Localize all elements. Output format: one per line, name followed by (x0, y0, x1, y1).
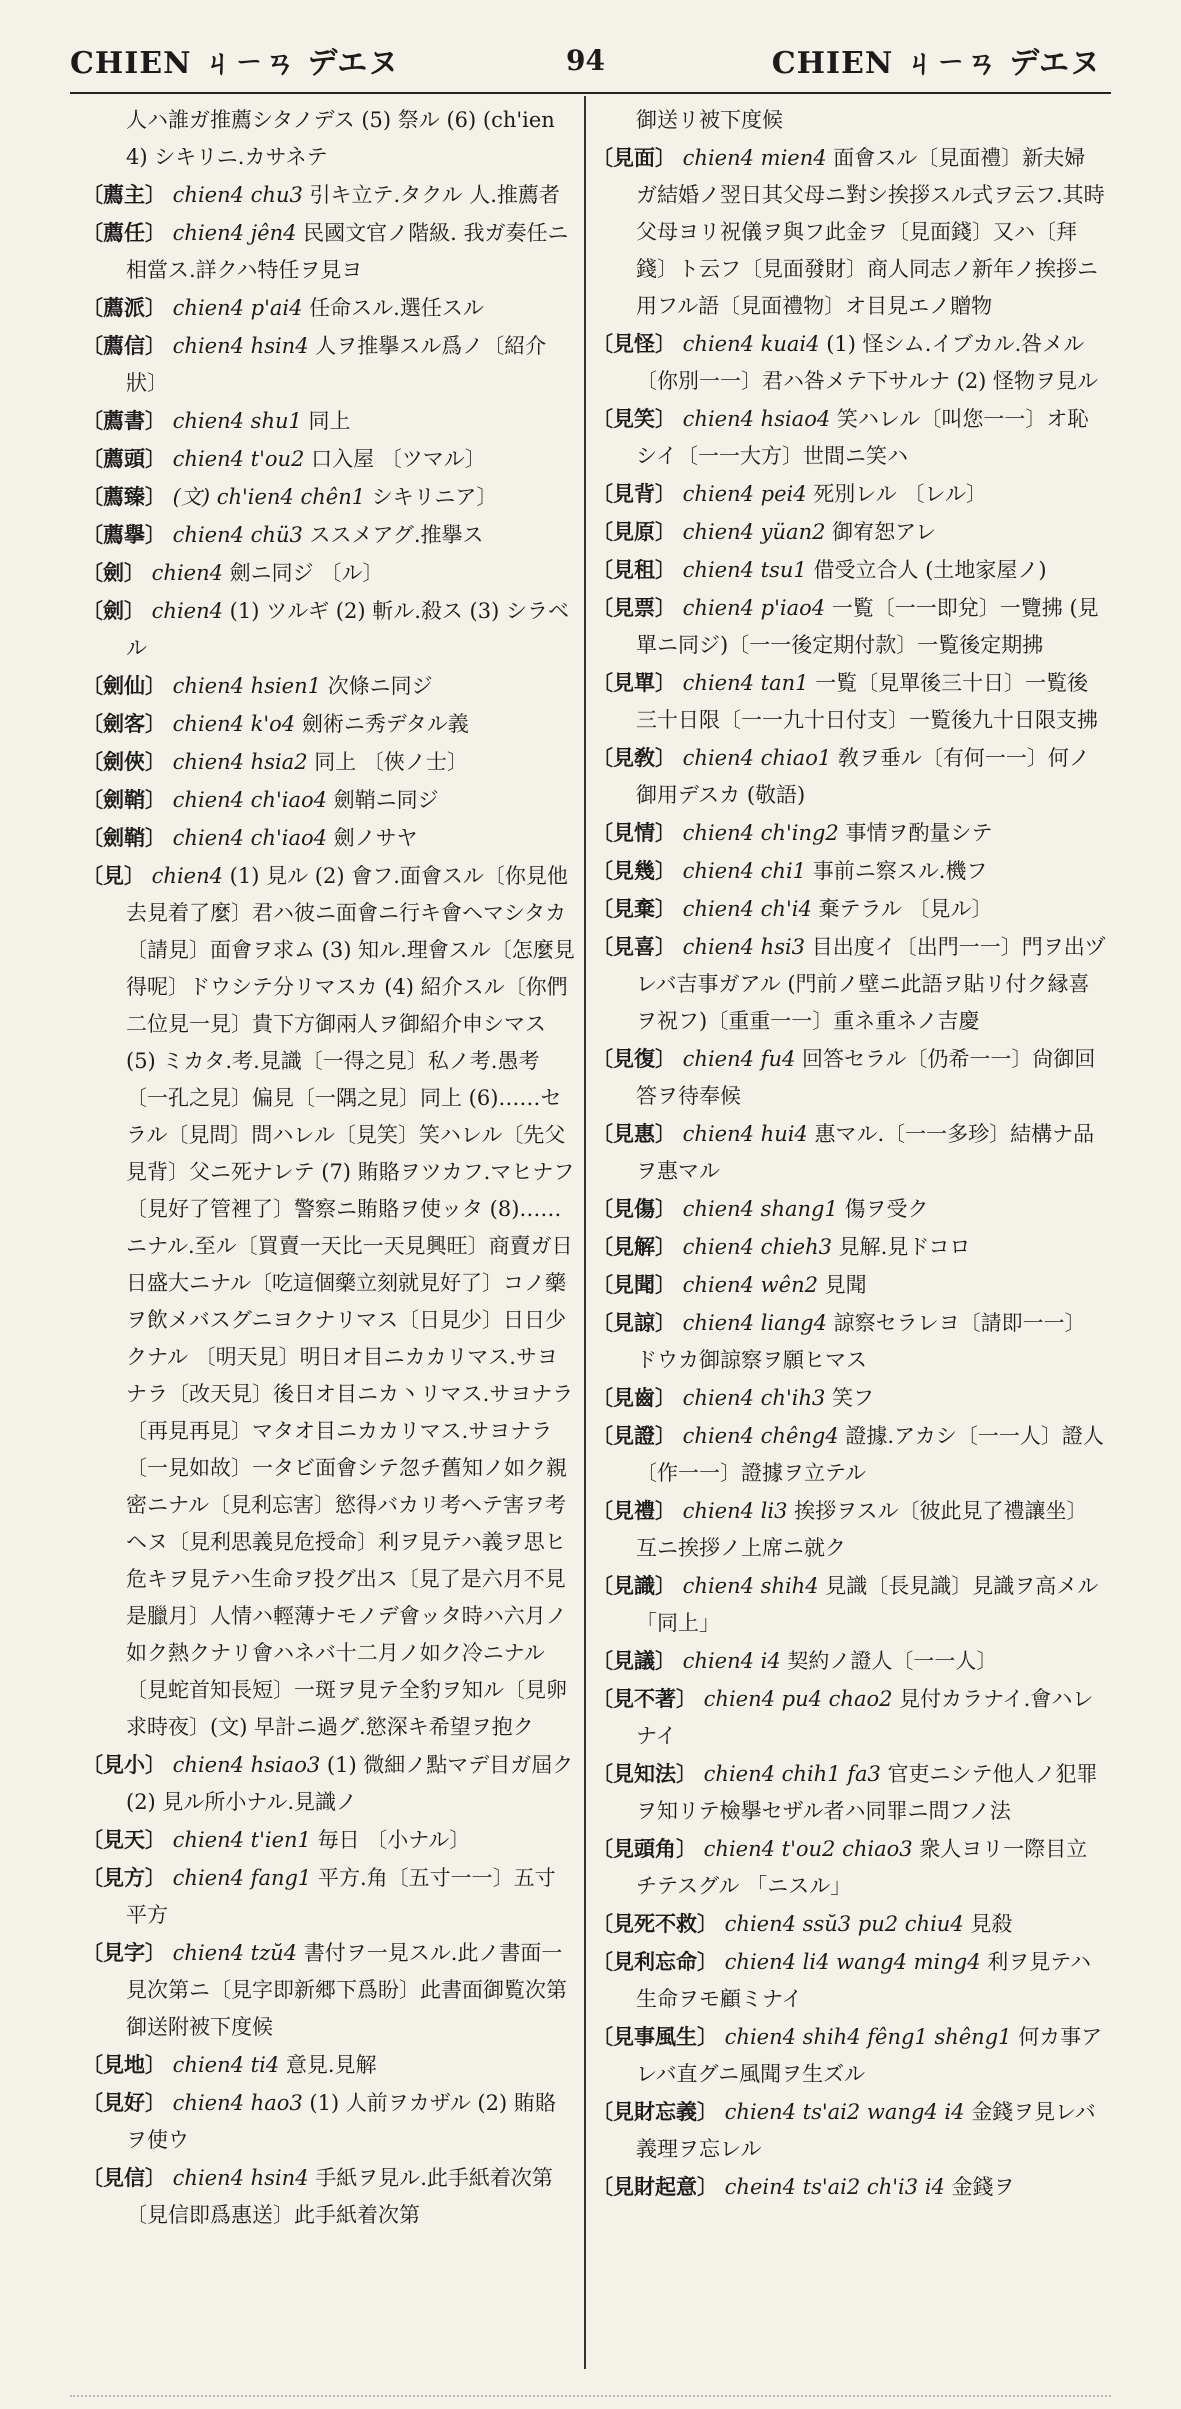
entry-headword: 〔見禮〕 (592, 1498, 676, 1523)
entry-romanization: (文) ch'ien4 chên1 (166, 485, 372, 509)
entry-romanization: chien4 chi1 (676, 859, 813, 883)
dictionary-entry (592, 139, 1106, 325)
entry-romanization: chien4 ch'iao4 (166, 788, 334, 812)
entry-romanization: chien4 hsiao3 (166, 1753, 327, 1777)
entry-definition: 見付カラナイ.會ハレナイ (636, 1687, 1094, 1748)
entry-romanization: chien4 p'ai4 (166, 296, 310, 320)
entry-headword: 〔劍鞘〕 (82, 787, 166, 812)
entry-romanization: chien4 k'o4 (166, 712, 302, 736)
entry-romanization: chien4 i4 (676, 1649, 788, 1673)
dictionary-entry (592, 2093, 1106, 2168)
entry-definition: 面會スル〔見面禮〕新夫婦ガ結婚ノ翌日其父母ニ對シ挨拶スル式ヲ云フ.其時父母ヨリ祝儀ヲ與フ此金ヲ〔見面錢〕又ハ〔拜錢〕ト云フ〔見面發財〕商人同志ノ新年ノ挨拶ニ用フル語〔見面禮物〕オ目見エノ贈物 (636, 146, 1105, 318)
entry-romanization: chien4 ts'ai2 wang4 i4 (718, 2100, 972, 2124)
entry-headword: 〔見利忘命〕 (592, 1949, 718, 1974)
entry-romanization: chien4 hsia2 (166, 750, 315, 774)
entry-definition: 利ヲ見テハ生命ヲモ顧ミナイ (636, 1950, 1092, 2011)
entry-headword: 〔見票〕 (592, 595, 676, 620)
dictionary-entry (592, 852, 1106, 890)
entry-definition: 事情ヲ酌量シテ (845, 821, 993, 845)
entry-headword: 〔薦頭〕 (82, 446, 166, 471)
dictionary-entry (592, 1830, 1106, 1905)
entry-headword: 〔見原〕 (592, 519, 676, 544)
entry-definition: 目出度イ〔出門一一〕門ヲ出ヅレバ吉事ガアル (門前ノ壁ニ此語ヲ貼リ付ク縁喜ヲ祝フ)〔重重一一〕重ネ重ネノ吉慶 (636, 935, 1106, 1033)
entry-headword: 〔見識〕 (592, 1573, 676, 1598)
entry-definition: 官吏ニシテ他人ノ犯罪ヲ知リテ檢擧セザル者ハ同罪ニ問フノ法 (636, 1762, 1098, 1823)
left-column (82, 102, 576, 2369)
entry-romanization: chien4 tan1 (676, 671, 816, 695)
entry-romanization: chien4 shih4 fêng1 shêng1 (718, 2025, 1019, 2049)
entry-definition: 回答セラル〔仍希一一〕尙御回答ヲ待奉候 (636, 1047, 1096, 1108)
entry-definition: 引キ立テ.タクル 人.推薦者 (309, 183, 560, 207)
entry-headword: 〔見怪〕 (592, 331, 676, 356)
entry-definition: 何カ事アレバ直グニ風聞ヲ生ズル (636, 2025, 1103, 2086)
dictionary-entry (592, 551, 1106, 589)
dictionary-entry (592, 1228, 1106, 1266)
entry-definition: 毎日 〔小ナル〕 (317, 1828, 471, 1852)
entry-headword: 〔見惠〕 (592, 1121, 676, 1146)
entry-romanization: chien4 ti4 (166, 2053, 286, 2077)
running-head-right: CHIEN ㄐㄧㄢ デエヌ (771, 46, 1101, 81)
entry-romanization: chien4 hsiao4 (676, 407, 837, 431)
entry-romanization: chien4 hao3 (166, 2091, 310, 2115)
dictionary-entry (592, 1567, 1106, 1642)
dictionary-entry (592, 1304, 1106, 1379)
entry-headword: 〔見情〕 (592, 820, 676, 845)
entry-headword: 〔薦擧〕 (82, 522, 166, 547)
entry-definition: (1) 微細ノ點マデ目ガ屆ク (2) 見ル所小ナル.見識ノ (126, 1753, 574, 1814)
entry-headword: 〔見好〕 (82, 2090, 166, 2115)
entry-definition: 一覧〔一一即兌〕一覽拂 (見單ニ同ジ)〔一一後定期付款〕一覧後定期拂 (636, 596, 1099, 657)
entry-headword: 〔見敎〕 (592, 745, 676, 770)
entry-definition: 一覧〔見單後三十日〕一覧後三十日限〔一一九十日付支〕一覧後九十日限支拂 (636, 671, 1098, 732)
entry-romanization: chien4 p'iao4 (676, 596, 832, 620)
entry-headword: 〔見事風生〕 (592, 2024, 718, 2049)
entry-headword: 〔見字〕 (82, 1940, 166, 1965)
entry-definition: 見殺 (970, 1912, 1013, 1936)
entry-headword: 〔薦信〕 (82, 333, 166, 358)
entry-definition: 諒察セラレヨ〔請即一一〕ドウカ御諒察ヲ願ヒマス (636, 1311, 1086, 1372)
dictionary-entry (592, 1190, 1106, 1228)
entry-definition: 棄テラル 〔見ル〕 (818, 897, 993, 921)
dictionary-entry (82, 743, 576, 781)
entry-romanization: chien4 tzŭ4 (166, 1941, 304, 1965)
entry-romanization: chien4 mien4 (676, 146, 834, 170)
entry-definition: 同上 (308, 409, 351, 433)
entry-definition: 惠マル.〔一一多珍〕結構ナ品ヲ惠マル (636, 1122, 1095, 1183)
entry-definition: 事前ニ察スル.機フ (812, 859, 988, 883)
entry-definition: 意見.見解 (285, 2053, 377, 2077)
entry-headword: 〔劍鞘〕 (82, 825, 166, 850)
entry-headword: 〔見天〕 (82, 1827, 166, 1852)
entry-romanization: chien4 shu1 (166, 409, 309, 433)
entry-romanization: chein4 ts'ai2 ch'i3 i4 (718, 2175, 952, 2199)
entry-definition: 契約ノ證人〔一一人〕 (787, 1649, 998, 1673)
entry-definition: 人ヲ推擧スル爲ノ〔紹介狀〕 (126, 334, 547, 395)
entry-romanization: chien4 ch'ing2 (676, 821, 846, 845)
entry-definition: 任命スル.選任スル (309, 296, 484, 320)
entry-definition: 手紙ヲ見ル.此手紙着次第〔見信即爲惠送〕此手紙着次第 (126, 2166, 553, 2227)
dictionary-entry (82, 440, 576, 478)
entry-headword: 〔見知法〕 (592, 1761, 697, 1786)
entry-headword: 〔見死不救〕 (592, 1911, 718, 1936)
entry-romanization: chien4 li3 (676, 1499, 795, 1523)
entry-definition: 書付ヲ一見スル.此ノ書面一見次第ニ〔見字即新郷下爲盼〕此書面御覧次第御送附被下度候 (126, 1941, 567, 2039)
entry-headword: 〔見諒〕 (592, 1310, 676, 1335)
entry-headword: 〔劍仙〕 (82, 673, 166, 698)
entry-romanization: chien4 tsu1 (676, 558, 814, 582)
entry-headword: 〔見棄〕 (592, 896, 676, 921)
dictionary-entry (592, 1379, 1106, 1417)
dictionary-entry (82, 478, 576, 516)
entry-headword: 〔見幾〕 (592, 858, 676, 883)
entry-romanization: chien4 t'ou2 chiao3 (697, 1837, 920, 1861)
entry-headword: 〔見解〕 (592, 1234, 676, 1259)
entry-romanization: chien4 fang1 (166, 1866, 318, 1890)
dictionary-entry (592, 1115, 1106, 1190)
entry-headword: 〔劍〕 (82, 598, 145, 623)
dictionary-entry (592, 589, 1106, 664)
entry-definition: 見解.見ドコロ (838, 1235, 971, 1259)
entry-headword: 〔見方〕 (82, 1865, 166, 1890)
entry-headword: 〔薦臻〕 (82, 484, 166, 509)
page-number: 94 (566, 43, 605, 77)
entry-headword: 〔薦任〕 (82, 220, 166, 245)
entry-definition: 見識〔長見識〕見識ヲ高メル 「同上」 (636, 1574, 1099, 1635)
entry-romanization: chien4 ch'ih3 (676, 1386, 833, 1410)
entry-romanization: chien4 fu4 (676, 1047, 802, 1071)
entry-headword: 〔見面〕 (592, 145, 676, 170)
entry-definition: ススメアグ.推擧ス (309, 523, 484, 547)
dictionary-entry (592, 928, 1106, 1040)
dictionary-entry (82, 402, 576, 440)
entry-headword: 〔見不著〕 (592, 1686, 697, 1711)
entry-definition: 傷ヲ受ク (844, 1197, 929, 1221)
entry-romanization: chien4 (145, 599, 230, 623)
dictionary-entry (82, 1859, 576, 1934)
dictionary-entry (82, 2084, 576, 2159)
entry-definition: (1) 怪シム.イブカル.咎メル〔你別一一〕君ハ咎メテ下サルナ (2) 怪物ヲ見ル (636, 332, 1099, 393)
entry-headword: 〔見財忘義〕 (592, 2099, 718, 2124)
entry-definition: 次條ニ同ジ (327, 674, 433, 698)
entry-romanization: chien4 ch'i4 (676, 897, 819, 921)
entry-definition: 挨拶ヲスル〔彼此見了禮讓坐〕互ニ挨拶ノ上席ニ就ク (636, 1499, 1088, 1560)
dictionary-entry (592, 1755, 1106, 1830)
entry-romanization: chien4 liang4 (676, 1311, 834, 1335)
dictionary-entry (592, 102, 1106, 139)
entry-headword: 〔見議〕 (592, 1648, 676, 1673)
dictionary-entry (592, 664, 1106, 739)
entry-definition: 證據.アカシ〔一一人〕證人〔作一一〕證據ヲ立テル (636, 1424, 1104, 1485)
entry-definition: (1) 人前ヲカザル (2) 賄賂ヲ使ウ (126, 2091, 556, 2152)
dictionary-entry (82, 705, 576, 743)
entry-headword: 〔見財起意〕 (592, 2174, 718, 2199)
entry-headword: 〔薦派〕 (82, 295, 166, 320)
dictionary-entry (82, 327, 576, 402)
right-column (592, 102, 1106, 2369)
entry-romanization: chien4 shang1 (676, 1197, 845, 1221)
dictionary-entry (82, 857, 576, 1746)
header-rule (70, 92, 1111, 94)
entry-headword: 〔見地〕 (82, 2052, 166, 2077)
entry-headword: 〔劍〕 (82, 560, 145, 585)
entry-headword: 〔見租〕 (592, 557, 676, 582)
dictionary-entry (82, 781, 576, 819)
entry-romanization: chien4 ch'iao4 (166, 826, 334, 850)
entry-definition: 口入屋 〔ツマル〕 (311, 447, 486, 471)
entry-definition: 金錢ヲ見レバ義理ヲ忘レル (636, 2100, 1096, 2161)
dictionary-entry (592, 1266, 1106, 1304)
dictionary-entry (82, 2159, 576, 2234)
dictionary-entry (82, 176, 576, 214)
entry-definition: 笑フ (832, 1386, 875, 1410)
entry-definition: 借受立合人 (土地家屋ノ) (813, 558, 1047, 582)
dictionary-entry (592, 325, 1106, 400)
entry-definition: 劍術ニ秀デタル義 (301, 712, 469, 736)
entry-definition: 同上 〔俠ノ士〕 (314, 750, 468, 774)
entry-romanization: chien4 (145, 864, 230, 888)
dictionary-entry (592, 400, 1106, 475)
dictionary-entry (592, 1680, 1106, 1755)
dictionary-entry (592, 1642, 1106, 1680)
dictionary-entry (592, 513, 1106, 551)
dictionary-entry (592, 1492, 1106, 1567)
dictionary-entry (82, 554, 576, 592)
dictionary-entry (592, 1417, 1106, 1492)
dictionary-entry (592, 2018, 1106, 2093)
dictionary-entry (82, 1934, 576, 2046)
footer-dotted-line (70, 2395, 1111, 2397)
dictionary-entry (82, 214, 576, 289)
entry-romanization: chien4 hsien1 (166, 674, 328, 698)
entry-romanization: chien4 hui4 (676, 1122, 815, 1146)
entry-headword: 〔劍俠〕 (82, 749, 166, 774)
entry-romanization: chien4 hsin4 (166, 2166, 316, 2190)
entry-headword: 〔見頭角〕 (592, 1836, 697, 1861)
entry-headword: 〔見背〕 (592, 481, 676, 506)
dictionary-entry (592, 890, 1106, 928)
page-header (70, 30, 1101, 90)
entry-definition: 民國文官ノ階級. 我ガ奏任ニ相當ス.詳クハ特任ヲ見ヨ (126, 221, 569, 282)
dictionary-entry (592, 1040, 1106, 1115)
entry-definition: 劍ニ同ジ 〔ル〕 (229, 561, 384, 585)
entry-definition: 衆人ヨリ一際目立チテスグル 「ニスル」 (636, 1837, 1088, 1898)
entry-headword: 〔見聞〕 (592, 1272, 676, 1297)
dictionary-entry (592, 1905, 1106, 1943)
entry-definition: 敎ヲ垂ル〔有何一一〕何ノ御用デスカ (敬語) (636, 746, 1090, 807)
entry-definition: シキリニア〕 (371, 485, 498, 509)
dictionary-entry (82, 2046, 576, 2084)
entry-romanization: chien4 ssŭ3 pu2 chiu4 (718, 1912, 971, 1936)
entry-romanization: chien4 pu4 chao2 (697, 1687, 900, 1711)
entry-definition: 死別レル 〔レル〕 (813, 482, 987, 506)
entry-romanization: chien4 (145, 561, 230, 585)
entry-romanization: chien4 hsin4 (166, 334, 316, 358)
dictionary-entry (82, 1746, 576, 1821)
entry-definition: 笑ハレル〔叫您一一〕オ恥シイ〔一一大方〕世間ニ笑ハ (636, 407, 1089, 468)
entry-headword: 〔見齒〕 (592, 1385, 676, 1410)
dictionary-entry (592, 1943, 1106, 2018)
dictionary-entry (592, 814, 1106, 852)
dictionary-entry (82, 819, 576, 857)
entry-definition: 御送リ被下度候 (636, 108, 783, 132)
entry-definition: (1) ツルギ (2) 斬ル.殺ス (3) シラベル (126, 599, 569, 660)
entry-romanization: chien4 jên4 (166, 221, 304, 245)
entry-romanization: chien4 li4 wang4 ming4 (718, 1950, 988, 1974)
entry-headword: 〔見笑〕 (592, 406, 676, 431)
entry-definition: (1) 見ル (2) 會フ.面會スル〔你見他去見着了麼〕君ハ彼ニ面會ニ行キ會ヘマシタカ〔請見〕面會ヲ求ム (3) 知ル.理會スル〔怎麼見得呢〕ドウシテ分リマスカ (4) 紹介スル〔你們二位見一見〕貴下方御兩人ヲ御紹介申シマス (5) ミカタ.考.見識〔一得之見〕私ノ考.愚考〔一孔之見〕偏見〔一隅之見〕同上 (6)……セラル〔見問〕問ハレル〔見笑〕笑ハレル〔先父見背〕父ニ死ナレテ (7) 賄賂ヲツカフ.マヒナフ〔見好了管裡了〕警察ニ賄賂ヲ使ッタ (8)……ニナル.至ル〔買賣一天比一天見興旺〕商賣ガ日日盛大ニナル〔吃這個藥立刻就見好了〕コノ藥ヲ飲メバスグニヨクナリマス〔日見少〕日日少クナル 〔明天見〕明日オ目ニカカリマス.サヨナラ〔改天見〕後日オ目ニカ丶リマス.サヨナラ〔再見再見〕マタオ目ニカカリマス.サヨナラ〔一見如故〕一タビ面會シテ忽チ舊知ノ如ク親密ニナル〔見利忘害〕慾得バカリ考ヘテ害ヲ考ヘヌ〔見利思義見危授命〕利ヲ見テハ義ヲ思ヒ危キヲ見テハ生命ヲ投グ出ス〔見了是六月不見是臘月〕人情ハ輕薄ナモノデ會ッタ時ハ六月ノ如ク熱クナリ會ハネバ十二月ノ如ク冷ニナル〔見蛇首知長短〕一斑ヲ見テ全豹ヲ知ル〔見卵求時夜〕(文) 早計ニ過グ.慾深キ希望ヲ抱ク (126, 864, 575, 1739)
entry-romanization: chien4 chieh3 (676, 1235, 839, 1259)
entry-romanization: chien4 chü3 (166, 523, 310, 547)
entry-headword: 〔薦書〕 (82, 408, 166, 433)
entry-definition: 人ハ誰ガ推薦シタノデス (5) 祭ル (6) (ch'ien4) シキリニ.カサネテ (126, 108, 555, 169)
column-divider (584, 96, 586, 2369)
entry-headword: 〔見信〕 (82, 2165, 166, 2190)
dictionary-entry (82, 102, 576, 176)
dictionary-entry (82, 667, 576, 705)
entry-romanization: chien4 shih4 (676, 1574, 826, 1598)
entry-romanization: chien4 chu3 (166, 183, 310, 207)
dictionary-entry (82, 289, 576, 327)
entry-romanization: chien4 yüan2 (676, 520, 833, 544)
entry-headword: 〔見證〕 (592, 1423, 676, 1448)
entry-definition: 見聞 (824, 1273, 867, 1297)
entry-definition: 御宥恕アレ (832, 520, 937, 544)
dictionary-entry (592, 475, 1106, 513)
entry-romanization: chien4 kuai4 (676, 332, 827, 356)
entry-romanization: chien4 chêng4 (676, 1424, 846, 1448)
entry-romanization: chien4 hsi3 (676, 935, 812, 959)
entry-headword: 〔見復〕 (592, 1046, 676, 1071)
entry-romanization: chien4 chiao1 (676, 746, 838, 770)
dictionary-entry (82, 1821, 576, 1859)
entry-romanization: chien4 t'ou2 (166, 447, 312, 471)
entry-romanization: chien4 t'ien1 (166, 1828, 318, 1852)
entry-headword: 〔薦主〕 (82, 182, 166, 207)
dictionary-entry (592, 739, 1106, 814)
entry-headword: 〔見喜〕 (592, 934, 676, 959)
entry-romanization: chien4 pei4 (676, 482, 814, 506)
entry-headword: 〔見單〕 (592, 670, 676, 695)
dictionary-entry (592, 2168, 1106, 2206)
entry-romanization: chien4 wên2 (676, 1273, 825, 1297)
running-head-left: CHIEN ㄐㄧㄢ デエヌ (70, 46, 400, 81)
entry-headword: 〔劍客〕 (82, 711, 166, 736)
entry-headword: 〔見傷〕 (592, 1196, 676, 1221)
entry-definition: 平方.角〔五寸一一〕五寸平方 (126, 1866, 556, 1927)
entry-definition: 劍鞘ニ同ジ (333, 788, 439, 812)
entry-definition: 金錢ヲ (951, 2175, 1015, 2199)
entry-headword: 〔見〕 (82, 863, 145, 888)
entry-headword: 〔見小〕 (82, 1752, 166, 1777)
dictionary-entry (82, 592, 576, 667)
entry-romanization: chien4 chih1 fa3 (697, 1762, 888, 1786)
dictionary-entry (82, 516, 576, 554)
entry-definition: 劍ノサヤ (333, 826, 418, 850)
